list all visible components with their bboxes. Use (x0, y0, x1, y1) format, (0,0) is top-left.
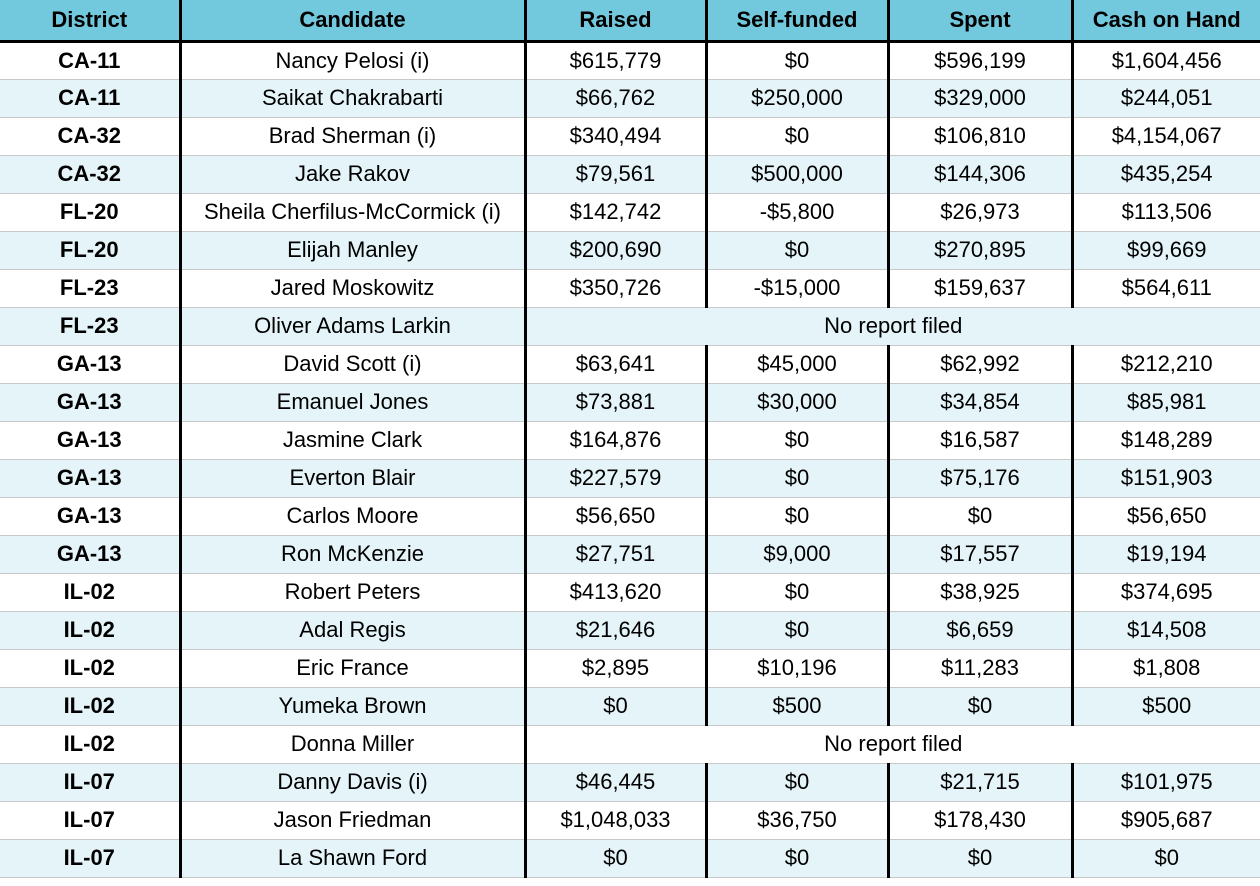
header-candidate: Candidate (180, 0, 525, 41)
self-funded-cell: $10,196 (706, 649, 888, 687)
cash-on-hand-cell: $374,695 (1072, 573, 1260, 611)
table-row (0, 117, 1260, 155)
self-funded-cell: $36,750 (706, 801, 888, 839)
cash-on-hand-cell: $0 (1072, 839, 1260, 877)
cash-on-hand-cell: $435,254 (1072, 155, 1260, 193)
cash-on-hand-cell: $564,611 (1072, 269, 1260, 307)
self-funded-cell: $9,000 (706, 535, 888, 573)
district-cell: GA-13 (0, 535, 180, 573)
candidate-cell: Oliver Adams Larkin (180, 307, 525, 345)
raised-cell: $79,561 (525, 155, 706, 193)
cash-on-hand-cell: $14,508 (1072, 611, 1260, 649)
district-cell: FL-23 (0, 307, 180, 345)
table-row (0, 269, 1260, 307)
district-cell: IL-07 (0, 763, 180, 801)
spent-cell: $11,283 (888, 649, 1072, 687)
candidate-cell: Eric France (180, 649, 525, 687)
spent-cell: $159,637 (888, 269, 1072, 307)
district-cell: FL-20 (0, 231, 180, 269)
self-funded-cell: $0 (706, 421, 888, 459)
cash-on-hand-cell: $56,650 (1072, 497, 1260, 535)
self-funded-cell: -$15,000 (706, 269, 888, 307)
table-row (0, 307, 1260, 345)
cash-on-hand-cell: $1,808 (1072, 649, 1260, 687)
candidate-cell: David Scott (i) (180, 345, 525, 383)
self-funded-cell: -$5,800 (706, 193, 888, 231)
cash-on-hand-cell: $1,604,456 (1072, 41, 1260, 79)
self-funded-cell: $45,000 (706, 345, 888, 383)
spent-cell: $0 (888, 497, 1072, 535)
spent-cell: $75,176 (888, 459, 1072, 497)
table-row (0, 79, 1260, 117)
spent-cell: $34,854 (888, 383, 1072, 421)
raised-cell: $27,751 (525, 535, 706, 573)
table-row (0, 687, 1260, 725)
raised-cell: $0 (525, 839, 706, 877)
spent-cell: $106,810 (888, 117, 1072, 155)
spent-cell: $16,587 (888, 421, 1072, 459)
header-row (0, 0, 1260, 41)
spent-cell: $144,306 (888, 155, 1072, 193)
raised-cell: $73,881 (525, 383, 706, 421)
candidate-cell: Emanuel Jones (180, 383, 525, 421)
candidate-cell: Robert Peters (180, 573, 525, 611)
self-funded-cell: $0 (706, 41, 888, 79)
table-row (0, 421, 1260, 459)
self-funded-cell: $0 (706, 611, 888, 649)
candidate-cell: Ron McKenzie (180, 535, 525, 573)
cash-on-hand-cell: $99,669 (1072, 231, 1260, 269)
cash-on-hand-cell: $101,975 (1072, 763, 1260, 801)
candidate-cell: Jake Rakov (180, 155, 525, 193)
district-cell: GA-13 (0, 497, 180, 535)
district-cell: GA-13 (0, 383, 180, 421)
self-funded-cell: $0 (706, 117, 888, 155)
spent-cell: $270,895 (888, 231, 1072, 269)
district-cell: CA-32 (0, 155, 180, 193)
no-report-cell: No report filed (525, 307, 1260, 345)
candidate-cell: Nancy Pelosi (i) (180, 41, 525, 79)
raised-cell: $63,641 (525, 345, 706, 383)
self-funded-cell: $500 (706, 687, 888, 725)
raised-cell: $164,876 (525, 421, 706, 459)
district-cell: IL-02 (0, 573, 180, 611)
table-row (0, 383, 1260, 421)
self-funded-cell: $500,000 (706, 155, 888, 193)
cash-on-hand-cell: $244,051 (1072, 79, 1260, 117)
spent-cell: $17,557 (888, 535, 1072, 573)
candidate-cell: Carlos Moore (180, 497, 525, 535)
candidate-cell: Jason Friedman (180, 801, 525, 839)
spent-cell: $62,992 (888, 345, 1072, 383)
table-row (0, 535, 1260, 573)
table-row (0, 763, 1260, 801)
district-cell: IL-02 (0, 725, 180, 763)
table-row (0, 725, 1260, 763)
cash-on-hand-cell: $4,154,067 (1072, 117, 1260, 155)
district-cell: GA-13 (0, 421, 180, 459)
district-cell: FL-23 (0, 269, 180, 307)
spent-cell: $178,430 (888, 801, 1072, 839)
header-spent: Spent (888, 0, 1072, 41)
district-cell: GA-13 (0, 459, 180, 497)
candidate-cell: La Shawn Ford (180, 839, 525, 877)
self-funded-cell: $0 (706, 459, 888, 497)
raised-cell: $2,895 (525, 649, 706, 687)
raised-cell: $340,494 (525, 117, 706, 155)
table-row (0, 611, 1260, 649)
candidate-cell: Yumeka Brown (180, 687, 525, 725)
table-row (0, 497, 1260, 535)
candidate-cell: Everton Blair (180, 459, 525, 497)
candidate-cell: Adal Regis (180, 611, 525, 649)
district-cell: GA-13 (0, 345, 180, 383)
spent-cell: $596,199 (888, 41, 1072, 79)
raised-cell: $227,579 (525, 459, 706, 497)
cash-on-hand-cell: $113,506 (1072, 193, 1260, 231)
raised-cell: $46,445 (525, 763, 706, 801)
candidate-cell: Donna Miller (180, 725, 525, 763)
cash-on-hand-cell: $212,210 (1072, 345, 1260, 383)
spent-cell: $329,000 (888, 79, 1072, 117)
district-cell: FL-20 (0, 193, 180, 231)
raised-cell: $413,620 (525, 573, 706, 611)
table-row (0, 801, 1260, 839)
cash-on-hand-cell: $500 (1072, 687, 1260, 725)
raised-cell: $66,762 (525, 79, 706, 117)
district-cell: IL-02 (0, 687, 180, 725)
header-cash-on-hand: Cash on Hand (1072, 0, 1260, 41)
raised-cell: $615,779 (525, 41, 706, 79)
raised-cell: $0 (525, 687, 706, 725)
raised-cell: $21,646 (525, 611, 706, 649)
district-cell: IL-07 (0, 839, 180, 877)
district-cell: IL-02 (0, 611, 180, 649)
self-funded-cell: $0 (706, 497, 888, 535)
cash-on-hand-cell: $85,981 (1072, 383, 1260, 421)
district-cell: IL-07 (0, 801, 180, 839)
header-self-funded: Self-funded (706, 0, 888, 41)
spent-cell: $26,973 (888, 193, 1072, 231)
candidate-cell: Danny Davis (i) (180, 763, 525, 801)
no-report-cell: No report filed (525, 725, 1260, 763)
candidate-cell: Sheila Cherfilus-McCormick (i) (180, 193, 525, 231)
table-row (0, 649, 1260, 687)
self-funded-cell: $0 (706, 839, 888, 877)
candidate-cell: Elijah Manley (180, 231, 525, 269)
district-cell: CA-11 (0, 79, 180, 117)
table-body (0, 41, 1260, 877)
header-raised: Raised (525, 0, 706, 41)
self-funded-cell: $30,000 (706, 383, 888, 421)
candidate-cell: Brad Sherman (i) (180, 117, 525, 155)
table-row (0, 155, 1260, 193)
raised-cell: $350,726 (525, 269, 706, 307)
cash-on-hand-cell: $905,687 (1072, 801, 1260, 839)
candidate-cell: Jasmine Clark (180, 421, 525, 459)
raised-cell: $1,048,033 (525, 801, 706, 839)
district-cell: CA-32 (0, 117, 180, 155)
table-row (0, 573, 1260, 611)
district-cell: IL-02 (0, 649, 180, 687)
district-cell: CA-11 (0, 41, 180, 79)
spent-cell: $0 (888, 839, 1072, 877)
spent-cell: $0 (888, 687, 1072, 725)
candidate-cell: Jared Moskowitz (180, 269, 525, 307)
cash-on-hand-cell: $19,194 (1072, 535, 1260, 573)
self-funded-cell: $0 (706, 231, 888, 269)
self-funded-cell: $0 (706, 763, 888, 801)
spent-cell: $38,925 (888, 573, 1072, 611)
spent-cell: $21,715 (888, 763, 1072, 801)
cash-on-hand-cell: $151,903 (1072, 459, 1260, 497)
table-row (0, 345, 1260, 383)
table-row (0, 41, 1260, 79)
table-row (0, 839, 1260, 877)
self-funded-cell: $250,000 (706, 79, 888, 117)
table-row (0, 193, 1260, 231)
raised-cell: $200,690 (525, 231, 706, 269)
raised-cell: $56,650 (525, 497, 706, 535)
table-row (0, 459, 1260, 497)
table-row (0, 231, 1260, 269)
self-funded-cell: $0 (706, 573, 888, 611)
raised-cell: $142,742 (525, 193, 706, 231)
candidate-cell: Saikat Chakrabarti (180, 79, 525, 117)
spent-cell: $6,659 (888, 611, 1072, 649)
cash-on-hand-cell: $148,289 (1072, 421, 1260, 459)
header-district: District (0, 0, 180, 41)
